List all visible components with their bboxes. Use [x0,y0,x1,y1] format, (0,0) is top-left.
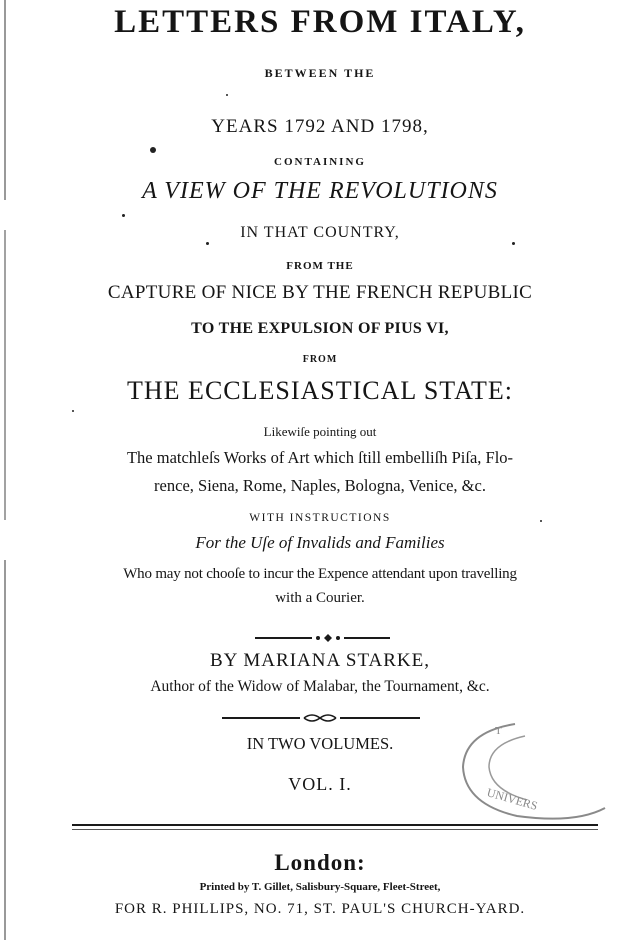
publisher-line: FOR R. PHILLIPS, NO. 71, ST. PAUL'S CHURCH-YARD. [114,901,526,917]
ink-speck [72,410,74,412]
ink-speck [122,214,125,217]
stamp-text-top: T [495,725,502,737]
who-line: Who may not chooſe to incur the Expence attendant upon travelling [123,566,517,582]
ink-speck [150,147,156,153]
printer-line: Printed by T. Gillet, Salisbury-Square, Fleet-Street, [199,881,441,893]
volumes-line: IN TWO VOLUMES. [246,734,394,753]
library-stamp [455,712,640,822]
ornament-divider-top [0,632,640,644]
bottom-rule [72,824,598,826]
ink-speck [226,94,228,96]
stamp-text-bottom: UNIVERS [485,785,540,813]
ink-speck [512,242,515,245]
from-the-line: FROM THE [286,260,354,272]
courier-line: with a Courier. [275,590,365,606]
volume-number: VOL. I. [288,774,352,794]
author-name: BY MARIANA STARKE, [209,650,431,671]
bottom-rule-thin [72,829,598,830]
view-line: A VIEW OF THE REVOLUTIONS [142,178,498,204]
imprint-city: London: [274,850,366,875]
works-line-1: The matchleſs Works of Art which ſtill embelliſh Piſa, Flo- [126,448,514,467]
containing-line: CONTAINING [274,156,366,168]
author-works: Author of the Widow of Malabar, the Tournament, &c. [150,678,490,695]
likewise-line: Likewiſe pointing out [263,424,377,439]
ink-speck [540,520,542,522]
capture-line: CAPTURE OF NICE BY THE FRENCH REPUBLIC [107,282,533,303]
from-line: FROM [302,354,338,365]
ecclesiastical-state-line: THE ECCLESIASTICAL STATE: [127,376,513,405]
ink-speck [206,242,209,245]
years-line: YEARS 1792 AND 1798, [211,116,429,137]
between-line: BETWEEN THE [264,66,376,80]
invalids-line: For the Uſe of Invalids and Families [195,533,445,552]
with-instructions-line: WITH INSTRUCTIONS [249,512,391,524]
main-title: LETTERS FROM ITALY, [114,4,526,40]
works-line-2: rence, Siena, Rome, Naples, Bologna, Venice, &c. [154,476,486,495]
binding-edge [2,0,8,940]
expulsion-line: TO THE EXPULSION OF PIUS VI, [191,320,449,337]
country-line: IN THAT COUNTRY, [240,224,400,241]
